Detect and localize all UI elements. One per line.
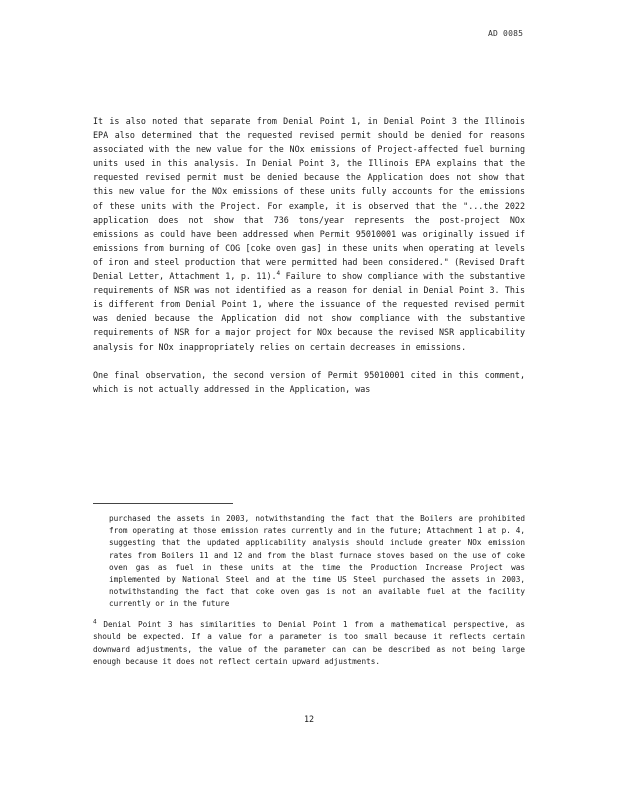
- footnote-continued: [109, 513, 525, 611]
- footnote-4-text: Denial Point 3 has similarities to Denial Point 1 from a mathematical perspective, as should be expected. If a value for a parameter is too small because it reflects certain downward adjustments, the value of the parameter can can be described as not being large enough because it does not reflect certain upward adjustments.: [93, 620, 525, 667]
- body-text: [93, 114, 525, 410]
- page-number: 12: [303, 714, 315, 724]
- paragraph-text-continued: Failure to show compliance with the substantive requirements of NSR was not identified as a reason for denial in Denial Point 3. This is different from Denial Point 1, where the issuance of the requested revised permit was denied because the Application did not show compliance with the substantive requirements of NSR for a major project for NOx because the revised NSR applicability analysis for NOx inappropriately relies on certain decreases in emissions.: [93, 271, 525, 352]
- footnote-continued-text: purchased the assets in 2003, notwithstanding the fact that the Boilers are prohibited from operating at those emission rates currently and in the future; Attachment 1 at p. 4, suggesting that the updated applicability analysis should include greater NOx emission rates from Boilers 11 and 12 and from the blast furnace stoves based on the use of coke oven gas as fuel in these units at the time the Production Increase Project was implemented by National Steel and at the time US Steel purchased the assets in 2003, notwithstanding the fact that coke oven gas is not an available fuel at the facility currently or in the future: [109, 514, 525, 609]
- footnote-divider: [93, 503, 233, 504]
- paragraph-final-observation: One final observation, the second version of Permit 95010001 cited in this comment, which is not actually addressed in the Application, was: [93, 369, 525, 394]
- footnote-4-paragraph: [93, 619, 525, 669]
- document-id: AD 0085: [488, 29, 524, 38]
- paragraph-text: It is also noted that separate from Denial Point 1, in Denial Point 3 the Illinois EPA also determined that the requested revised permit should be denied for reasons associated with the new value for the NOx emissions of Project-affected fuel burning units used in this analysis. In Denial Point 3, the Illinois EPA explains that the requested revised permit must be denied because the Application does not show that this new value for the NOx emissions of these units fully accounts for the emissions of these units with the Project. For example, it is observed that the "...the 2022 application does not show that 736 tons/year represents the post-project NOx emissions as could have been addressed when Permit 95010001 was originally issued if emissions from burning of COG [coke oven gas] in these units when operating at levels of iron and steel production that were permitted had been considered." (Revised Draft Denial Letter, Attachment 1, p. 11).: [93, 116, 525, 282]
- footnote-4: [93, 619, 525, 669]
- footnote-reference-4[interactable]: 4: [276, 270, 281, 278]
- footnote-4-marker: 4: [93, 618, 97, 626]
- paragraph-denial-point-3: [93, 114, 525, 354]
